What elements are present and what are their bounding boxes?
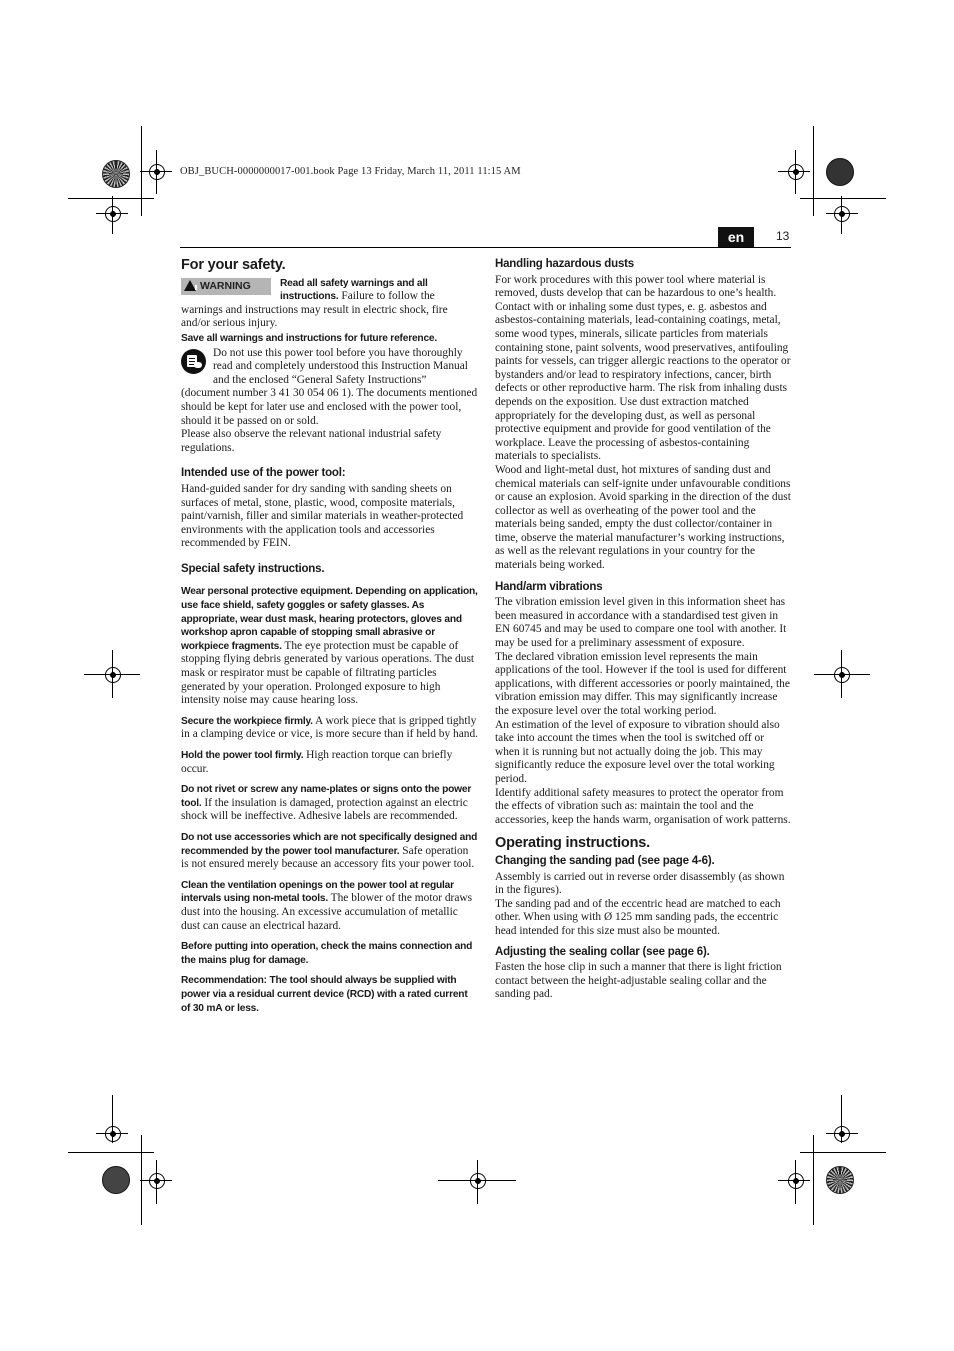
- dust-paragraph-2: Contact with or inhaling some dust types, e. g. asbestos and asbestos-containing materials, lead-containing coatings, metal, some wood types, minerals, silicate particles from materials containing stone, paint solvents, wood preservatives, antifouling paints for vessels, can trigger allergic reactions to the operator or bystanders and/or lead to respiratory infections, cancer, birth defects or other reproductive harm. The risk from inhaling dusts depends on the exposition. Use dust extraction matched appropriately for the developing dust, as well as personal protective equipment and provide for good ventilation of the workplace. Leave the processing of asbestos-containing materials to specialists.: [495, 300, 791, 463]
- crosshair-icon: [149, 1173, 165, 1189]
- warning-block: [181, 277, 478, 331]
- vibration-paragraph-3: An estimation of the level of exposure to vibration should also take into account the times when the tool is switched off or when it is running but not actually doing the job. This may significantly reduce the exposure level over the total working period.: [495, 718, 780, 785]
- crosshair-icon: [149, 164, 165, 180]
- pad-paragraph-1: Assembly is carried out in reverse order disassembly (as shown in the figures).: [495, 870, 785, 897]
- vibration-paragraph-2: The declared vibration emission level represents the main applications of the tool. However if the tool is used for different applications, with different accessories or poorly maintained, the vibration emission may differ. This may significantly increase the exposure level over the total working period.: [495, 650, 790, 717]
- dust-paragraph-1: For work procedures with this power tool where material is removed, dusts develop that can be hazardous to one’s health.: [495, 273, 777, 300]
- print-header: OBJ_BUCH-0000000017-001.book Page 13 Friday, March 11, 2011 11:15 AM: [180, 166, 521, 177]
- accessories-bold: Do not use accessories which are not specifically designed and recommended by the power tool manufacturer.: [181, 831, 478, 857]
- warning-badge: [181, 278, 271, 295]
- crosshair-icon: [788, 1173, 804, 1189]
- rivet-bold: Do not rivet or screw any name-plates or signs onto the power tool.: [181, 784, 472, 809]
- registration-target-icon: [102, 1166, 130, 1194]
- accessories-paragraph: [181, 831, 478, 872]
- crosshair-icon: [470, 1173, 486, 1189]
- section-title-operating: Operating instructions.: [495, 835, 650, 852]
- ventilation-paragraph: [181, 879, 478, 933]
- accessories-text: Safe operation is not ensured merely because an accessory fits your power tool.: [181, 844, 475, 871]
- language-badge: en: [718, 227, 754, 247]
- crosshair-icon: [105, 206, 121, 222]
- header-rule: [180, 247, 791, 248]
- vibration-paragraph-4: Identify additional safety measures to protect the operator from the effects of vibration such as: maintain the tool and the accessories, keep the hands warm, organisation of work patterns.: [495, 786, 791, 826]
- save-warnings: Save all warnings and instructions for future reference.: [181, 332, 438, 344]
- left-column: [181, 255, 478, 1015]
- heading-vibrations: Hand/arm vibrations: [495, 580, 603, 593]
- dust-paragraph-3: Wood and light-metal dust, hot mixtures of sanding dust and chemical materials can self-ignite under unfavourable conditions or cause an explosion. Avoid sparking in the direction of the dust collector as well as overheating of the power tool and the materials being sanded, empty the dust collector/container in time, observe the material manufacturer’s working instructions, as well as the relevant regulations in your country for the materials being worked.: [495, 463, 791, 572]
- hold-bold: Hold the power tool firmly.: [181, 750, 304, 761]
- heading-hazardous-dusts: Handling hazardous dusts: [495, 258, 634, 270]
- manual-block: [181, 347, 478, 429]
- secure-bold: Secure the workpiece firmly.: [181, 715, 313, 727]
- secure-paragraph: [181, 715, 478, 742]
- ventilation-text: The blower of the motor draws dust into the housing. An excessive accumulation of metallic dust can cause an electrical hazard.: [181, 892, 473, 932]
- warning-bold: Read all safety warnings and all instructions.: [280, 277, 428, 303]
- secure-text: A work piece that is gripped tightly in a clamping device or vice, is more secure than if held by hand.: [181, 714, 479, 741]
- rivet-paragraph: [181, 783, 478, 824]
- collar-paragraph: Fasten the hose clip in such a manner that there is light friction contact between the height-adjustable sealing collar and the sanding pad.: [495, 961, 782, 1001]
- crosshair-icon: [834, 206, 850, 222]
- crosshair-icon: [105, 1126, 121, 1142]
- rivet-text: If the insulation is damaged, protection against an electric shock will be ineffective. Adhesive labels are recommended.: [181, 796, 468, 823]
- read-manual-icon: [181, 349, 206, 374]
- manual-text: Do not use this power tool before you have thoroughly read and completely understood this Instruction Manual and the enclosed “General Safety Instructions” (document number 3 41 30 054 06 1). The documents mentioned should be kept for later use and enclosed with the power tool, should it be passed on or sold.: [181, 346, 478, 427]
- crosshair-icon: [834, 1126, 850, 1142]
- registration-target-icon: [102, 160, 130, 188]
- crosshair-icon: [105, 667, 121, 683]
- observe-text: Please also observe the relevant national industrial safety regulations.: [181, 428, 442, 454]
- registration-target-icon: [826, 158, 854, 186]
- heading-sanding-pad: Changing the sanding pad (see page 4-6).: [495, 854, 715, 867]
- heading-sealing-collar: Adjusting the sealing collar (see page 6).: [495, 945, 710, 958]
- ventilation-bold: Clean the ventilation openings on the power tool at regular intervals using non-metal tools.: [181, 879, 454, 905]
- vibration-paragraph-1: The vibration emission level given in this information sheet has been measured in accordance with a standardised test given in EN 60745 and may be used to compare one tool with another. It may be used for a preliminary assessment of exposure.: [495, 596, 787, 650]
- check-mains-paragraph: Before putting into operation, check the mains connection and the mains plug for damage.: [181, 941, 473, 966]
- warning-text: Failure to follow the warnings and instructions may result in electric shock, fire and/or serious injury.: [181, 290, 448, 330]
- ppe-paragraph: [181, 585, 478, 707]
- right-column: [495, 255, 791, 1002]
- intended-text: Hand-guided sander for dry sanding with sanding sheets on surfaces of metal, stone, plastic, wood, composite materials, paint/varnish, filler and similar materials in weather-protected environments with the application tools and accessories recommended by FEIN.: [181, 482, 464, 550]
- warning-label: WARNING: [200, 279, 251, 292]
- pad-paragraph-2: The sanding pad and of the eccentric head are matched to each other. When using with Ø 125 mm sanding pads, the eccentric head intended for this size must also be mounted.: [495, 897, 781, 937]
- registration-target-icon: [826, 1166, 854, 1194]
- ppe-text: The eye protection must be capable of stopping flying debris generated by various operations. The dust mask or respirator must be capable of filtrating particles generated by your operation. Prolonged exposure to high intensity noise may cause hearing loss.: [181, 639, 475, 707]
- rcd-recommendation: Recommendation: The tool should always be supplied with power via a residual current device (RCD) with a rated current of 30 mA or less.: [181, 975, 468, 1014]
- heading-intended-use: Intended use of the power tool:: [181, 467, 346, 480]
- section-title-safety: For your safety.: [181, 257, 286, 273]
- hold-text: High reaction torque can briefly occur.: [181, 749, 453, 775]
- warning-triangle-icon: [184, 280, 196, 291]
- hold-paragraph: [181, 749, 478, 776]
- crosshair-icon: [834, 667, 850, 683]
- page-number: 13: [776, 229, 790, 243]
- ppe-bold: Wear personal protective equipment. Depending on application, use face shield, safety goggles or safety glasses. As appropriate, wear dust mask, hearing protectors, gloves and workshop apron capable of stopping small abrasive or workpiece fragments.: [181, 586, 478, 652]
- heading-special-safety: Special safety instructions.: [181, 562, 325, 575]
- crosshair-icon: [788, 164, 804, 180]
